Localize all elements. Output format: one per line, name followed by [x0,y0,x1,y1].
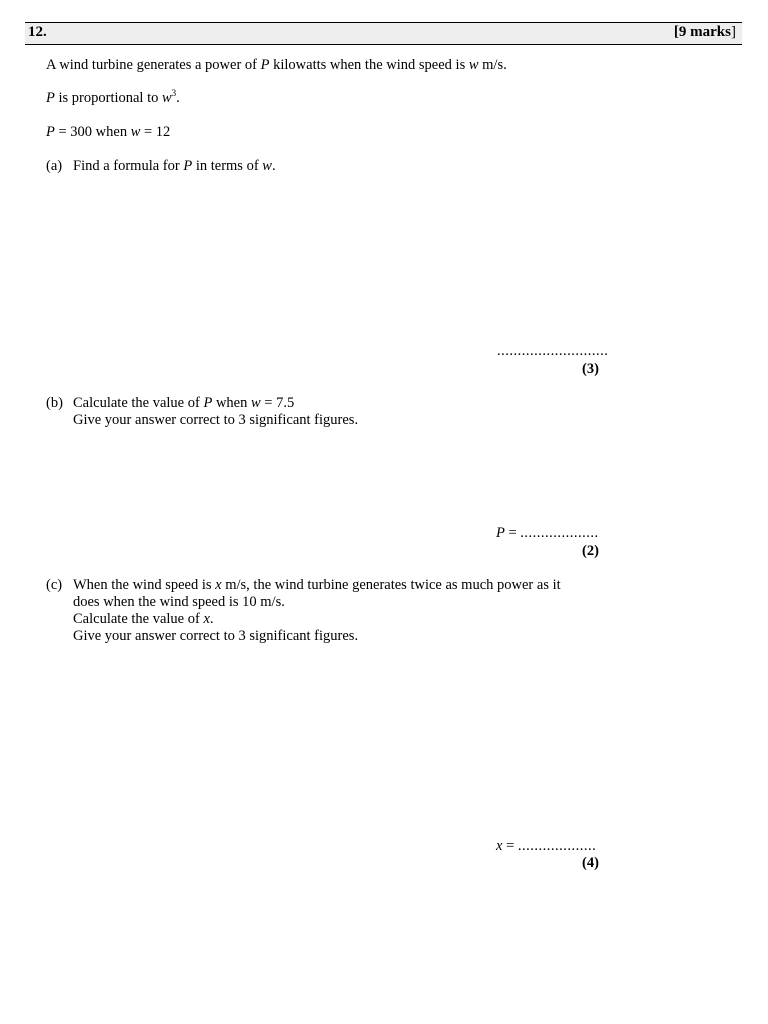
part-c-question-line-3 [73,611,214,628]
variable-p: P [260,57,270,73]
part-c-answer [496,838,596,855]
part-b-answer [496,525,599,542]
question-text: When the wind speed is [73,577,216,593]
marks-close-bracket: ] [731,24,736,40]
total-marks [674,24,736,41]
variable-w: w [262,158,272,174]
variable-p: P [183,158,193,174]
intro-text: = 12 [140,124,171,140]
question-header [25,22,742,45]
question-text: when [212,395,251,411]
variable-p: P [46,124,55,140]
variable-x: x [215,577,222,593]
part-c-question-line-4: Give your answer correct to 3 significant figures. [73,628,359,644]
intro-text: m/s. [478,57,507,73]
intro-text: A wind turbine generates a power of [46,57,261,73]
exponent: 3 [171,88,177,99]
marks-text: 9 marks [678,24,731,40]
question-text: = 7.5 [260,395,295,411]
intro-text: . [176,90,180,106]
answer-variable: P [496,525,505,541]
part-c-answer-line[interactable]: ................... [517,838,597,854]
part-b-question-line-1 [73,395,294,412]
variable-p: P [203,395,213,411]
part-b-answer-line[interactable]: ................... [520,525,599,541]
part-b-marks: (2) [582,543,599,559]
part-a-question [73,158,276,175]
variable-w: w [130,124,141,140]
variable-w: w [162,90,172,106]
part-b-question-line-2: Give your answer correct to 3 significant figures. [73,412,359,428]
question-text: Calculate the value of [73,395,204,411]
part-b-label: (b) [46,395,63,411]
answer-equals: = [504,525,521,541]
intro-line-1 [46,57,507,74]
variable-x: x [203,611,210,627]
variable-w: w [468,57,479,73]
part-a-answer-line[interactable]: ........................... [497,343,609,359]
question-text: in terms of [192,158,263,174]
question-number: 12. [28,24,47,40]
part-c-marks: (4) [582,855,599,871]
intro-text: kilowatts when the wind speed is [269,57,469,73]
question-text: Find a formula for [73,158,184,174]
answer-variable: x [496,838,503,854]
part-c-question-line-2: does when the wind speed is 10 m/s. [73,594,285,610]
variable-p: P [46,90,55,106]
intro-line-3 [46,124,170,141]
variable-w: w [250,395,261,411]
intro-text: is proportional to [54,90,162,106]
part-c-question-line-1 [73,577,561,594]
intro-line-2 [46,90,180,107]
question-text: . [209,611,214,627]
intro-text: = 300 when [54,124,131,140]
marks-open-bracket: [ [673,24,679,40]
part-c-label: (c) [46,577,63,593]
part-a-label: (a) [46,158,63,174]
question-text: Calculate the value of [73,611,204,627]
question-text: . [271,158,276,174]
answer-equals: = [502,838,518,854]
part-a-marks: (3) [582,361,599,377]
question-text: m/s, the wind turbine generates twice as much power as it [221,577,561,593]
